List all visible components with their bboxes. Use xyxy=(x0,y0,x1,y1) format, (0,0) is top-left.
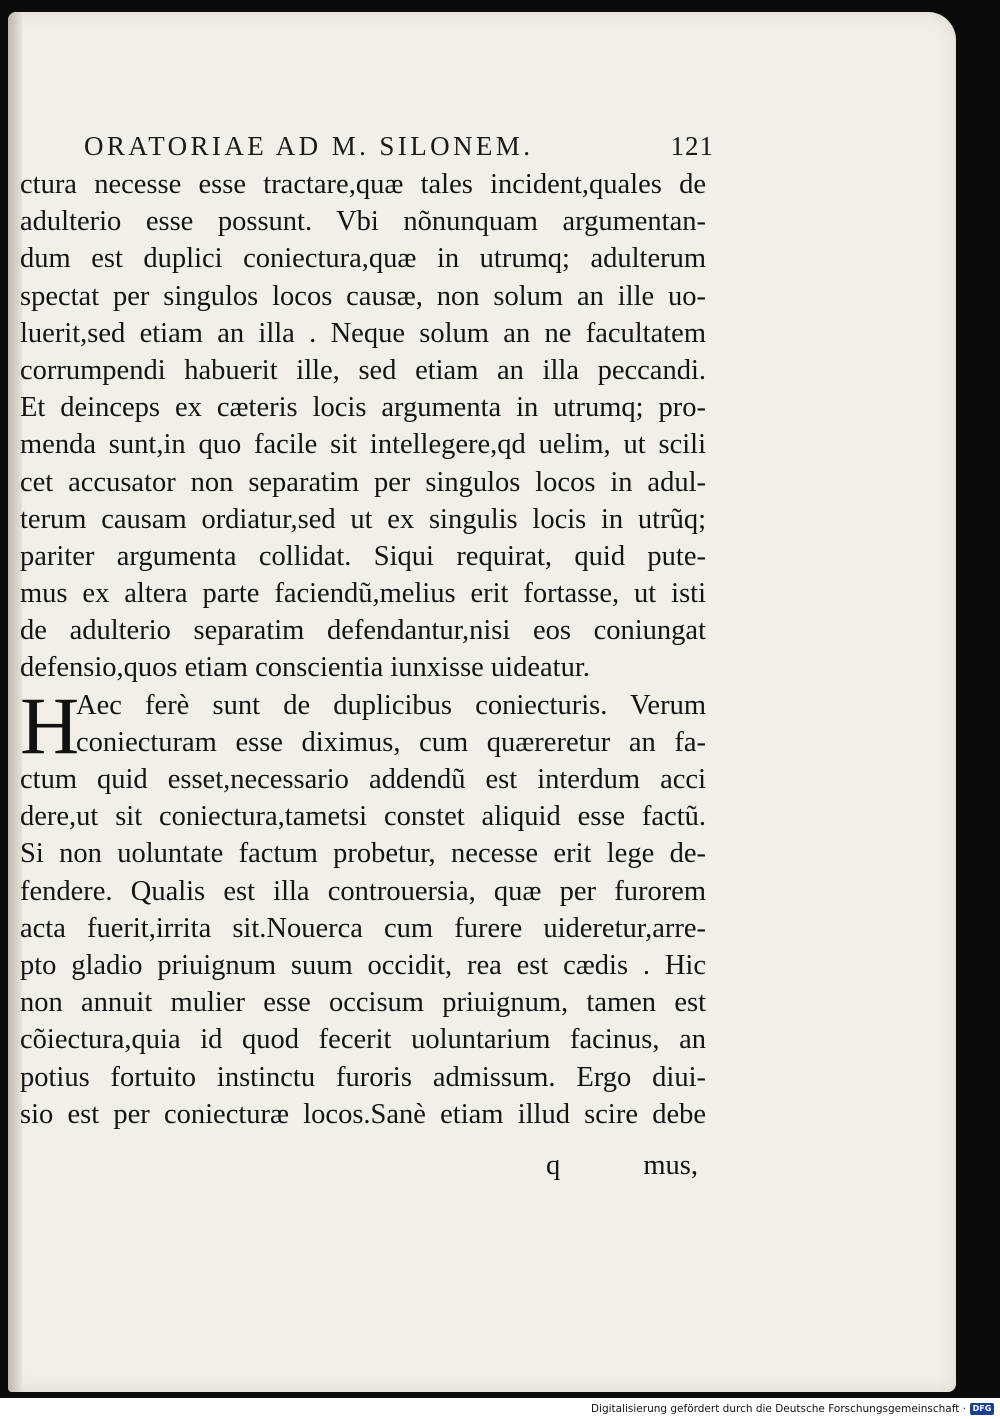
paragraph-2-indented-lines xyxy=(20,679,706,771)
paragraph-2-lines xyxy=(20,761,706,1133)
text-line: pto gladio priuignum suum occidit, rea est cædis . Hic xyxy=(20,949,706,981)
text-line: mus ex altera parte faciendũ,melius erit fortasse, ut isti xyxy=(20,578,706,610)
text-line: defensio,quos etiam conscientia iunxisse uideatur. xyxy=(20,652,590,684)
dfg-logo: DFG xyxy=(970,1403,994,1415)
text-line: cõiectura,quia id quod fecerit uoluntarium facinus, an xyxy=(20,1024,706,1056)
text-line: coniecturam esse diximus, cum quæreretur an fa- xyxy=(76,726,706,758)
paragraph-1 xyxy=(20,166,706,687)
text-line: de adulterio separatim defendantur,nisi eos coniungat xyxy=(20,615,706,647)
text-line: ctum quid esset,necessario addendũ est interdum acci xyxy=(20,764,706,795)
text-line: non annuit mulier esse occisum priuignum, tamen est xyxy=(20,987,706,1019)
folio-number: 121 xyxy=(670,131,714,161)
text-line: terum causam ordiatur,sed ut ex singulis locis in utrũq; xyxy=(20,503,706,535)
text-line: Et deinceps ex cæteris locis argumenta in utrumq; pro- xyxy=(20,392,706,424)
text-line: sio est per coniecturæ locos.Sanè etiam illud scire debe xyxy=(20,1098,706,1130)
running-head-title: ORATORIAE AD M. SILONEM. xyxy=(84,131,534,161)
text-line: pariter argumenta collidat. Siqui requirat, quid pute- xyxy=(20,540,706,572)
catchword: mus, xyxy=(643,1150,698,1181)
text-block xyxy=(20,166,706,1133)
text-line: acta fuerit,irrita sit.Nouerca cum furere uideretur,arre- xyxy=(20,912,706,944)
text-line: ctura necesse esse tractare,quæ tales incident,quales de xyxy=(20,169,706,200)
drop-initial: H xyxy=(20,679,80,771)
running-head xyxy=(84,128,714,164)
text-line: Aec ferè sunt de duplicibus coniecturis. Verum xyxy=(76,689,706,721)
text-line: spectat per singulos locos causæ, non solum an ille uo- xyxy=(20,280,706,312)
text-line: luerit,sed etiam an illa . Neque solum an ne facultatem xyxy=(20,317,706,349)
digitization-credit: Digitalisierung gefördert durch die Deutsche Forschungsgemeinschaft · xyxy=(590,1403,966,1415)
text-line: Si non uoluntate factum probetur, necesse erit lege de- xyxy=(20,838,706,870)
page-foot xyxy=(20,1146,706,1186)
signature-mark: q xyxy=(546,1150,561,1181)
text-line: corrumpendi habuerit ille, sed etiam an illa peccandi. xyxy=(20,354,706,386)
text-line: dum est duplici coniectura,quæ in utrumq; adulterum xyxy=(20,243,706,275)
text-line: menda sunt,in quo facile sit intellegere,qd uelim, ut scili xyxy=(20,429,706,461)
text-line: fendere. Qualis est illa controuersia, quæ per furorem xyxy=(20,875,706,907)
paragraph-2 xyxy=(20,679,706,1133)
text-line: potius fortuito instinctu furoris admissum. Ergo diui- xyxy=(20,1061,706,1093)
text-line: dere,ut sit coniectura,tametsi constet aliquid esse factũ. xyxy=(20,801,706,833)
text-line: cet accusator non separatim per singulos locos in adul- xyxy=(20,466,706,498)
text-line: adulterio esse possunt. Vbi nõnunquam argumentan- xyxy=(20,206,706,238)
